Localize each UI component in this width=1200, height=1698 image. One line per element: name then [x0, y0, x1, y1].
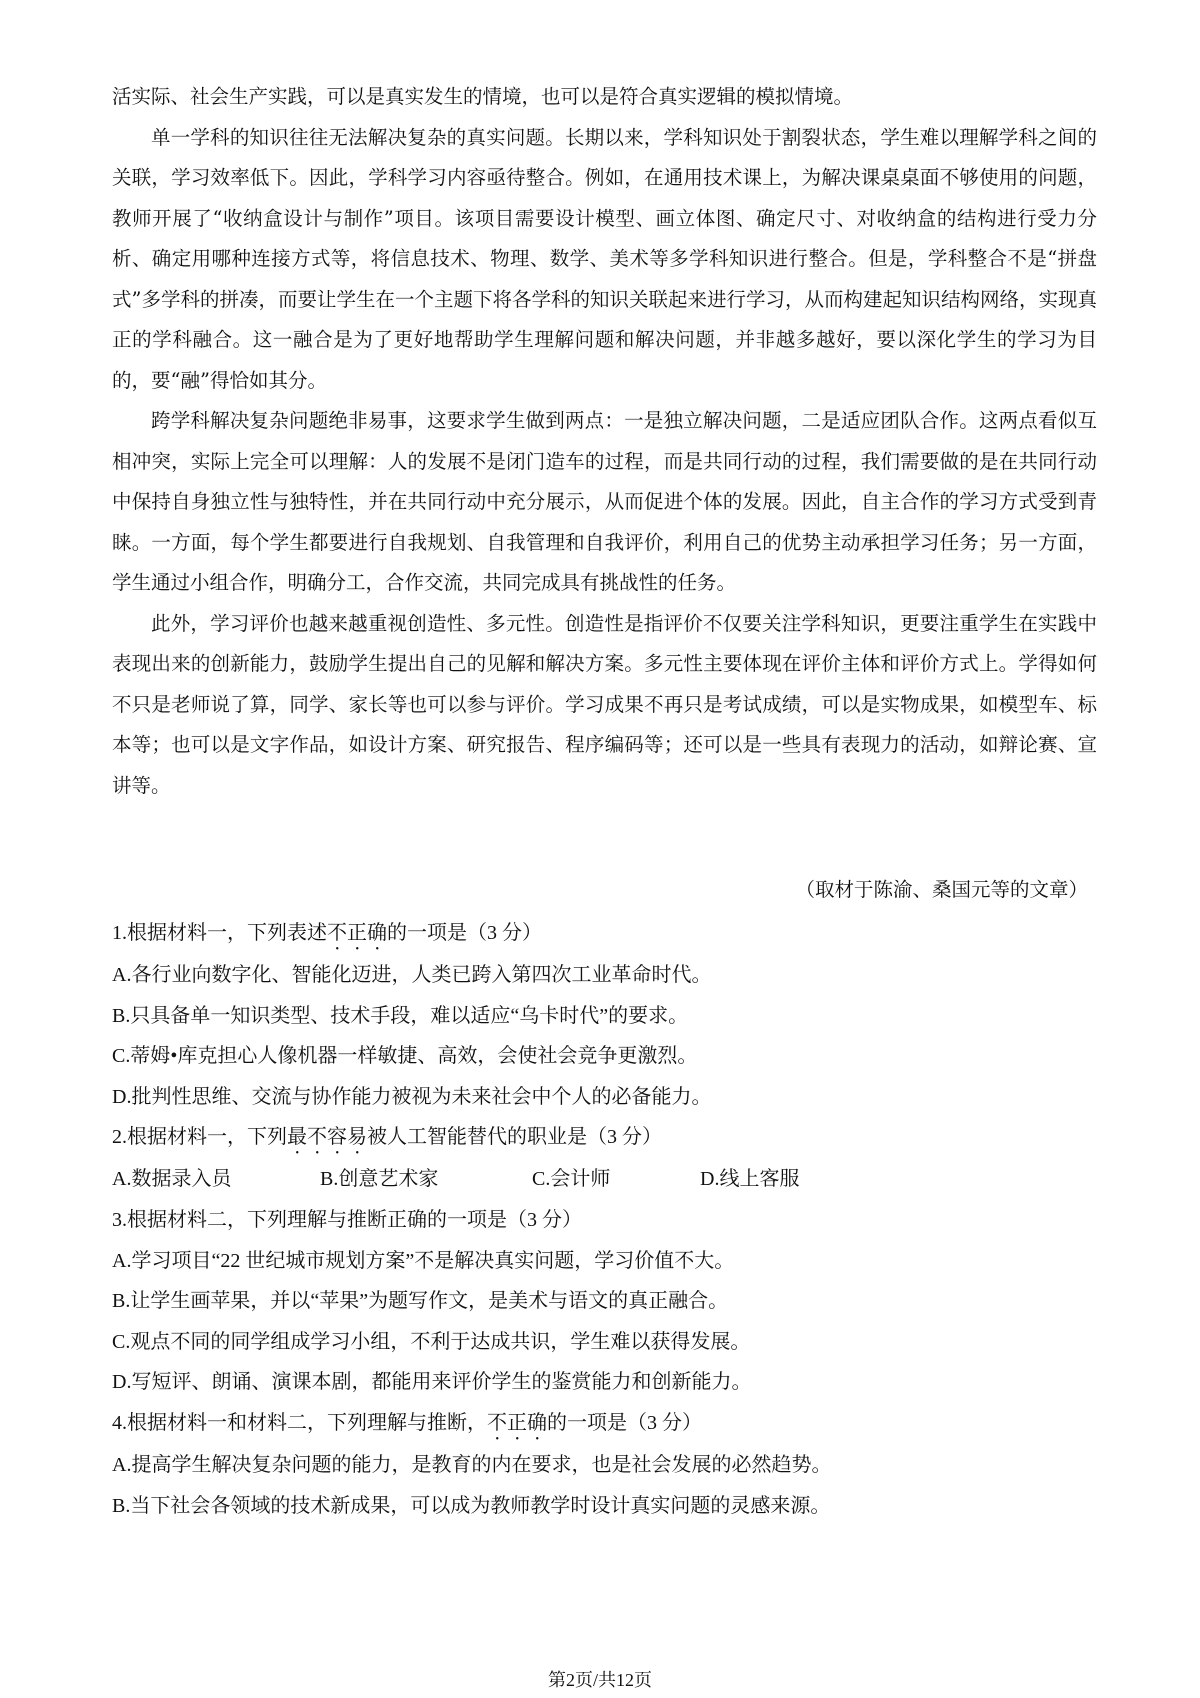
question-1-stem-text: 1.根据材料一，下列表述 — [112, 922, 327, 944]
article-paragraph-cooperation: 跨学科解决复杂问题绝非易事，这要求学生做到两点：一是独立解决问题，二是适应团队合作。这两点看似互相冲突，实际上完全可以理解：人的发展不是闭门造车的过程，而是共同行动的过程，我们需要做的是在共同行动中保持自身独立性与独特性，并在共同行动中充分展示，从而促进个体的发展。因此，自主合作的学习方式受到青睐。一方面，每个学生都要进行自我规划、自我管理和自我评价，利用自己的优势主动承担学习任务；另一方面，学生通过小组合作，明确分工，合作交流，共同完成具有挑战性的任务。 — [112, 409, 1097, 594]
page-number: 第2页/共12页 — [547, 1670, 652, 1690]
question-4-stem-tail: 的一项是（3 分） — [547, 1411, 702, 1434]
question-2-stem-tail: 被人工智能替代的职业是（3 分） — [367, 1126, 662, 1149]
question-3-option-d: D.写短评、朗诵、演课本剧，都能用来评价学生的鉴赏能力和创新能力。 — [112, 1371, 752, 1394]
question-2-option-c: C.会计师 — [532, 1168, 611, 1191]
article-body — [112, 77, 1097, 806]
question-1-option-c: C.蒂姆•库克担心人像机器一样敏捷、高效，会使社会竞争更激烈。 — [112, 1045, 698, 1068]
question-2-option-b: B.创意艺术家 — [320, 1168, 439, 1191]
question-2-stem-text: 2.根据材料一，下列 — [112, 1126, 287, 1149]
question-2-option-d: D.线上客服 — [700, 1168, 800, 1191]
question-4-option-a: A.提高学生解决复杂问题的能力，是教育的内在要求，也是社会发展的必然趋势。 — [112, 1453, 832, 1476]
source-citation: （取材于陈渝、桑国元等的文章） — [795, 878, 1088, 901]
article-paragraph-continued: 活实际、社会生产实践，可以是真实发生的情境，也可以是符合真实逻辑的模拟情境。 — [112, 85, 854, 108]
question-3-option-b: B.让学生画苹果，并以“苹果”为题写作文，是美术与语文的真正融合。 — [112, 1290, 729, 1313]
question-2-emphasis: 最不容易 — [287, 1126, 367, 1149]
question-2-option-a: A.数据录入员 — [112, 1168, 232, 1191]
article-paragraph-integration: 单一学科的知识往往无法解决复杂的真实问题。长期以来，学科知识处于割裂状态，学生难以理解学科之间的关联，学习效率低下。因此，学科学习内容亟待整合。例如，在通用技术课上，为解决课桌桌面不够使用的问题，教师开展了“收纳盒设计与制作”项目。该项目需要设计模型、画立体图、确定尺寸、对收纳盒的结构进行受力分析、确定用哪种连接方式等，将信息技术、物理、数学、美术等多学科知识进行整合。但是，学科整合不是“拼盘式”多学科的拼凑，而要让学生在一个主题下将各学科的知识关联起来进行学习，从而构建起知识结构网络，实现真正的学科融合。这一融合是为了更好地帮助学生理解问题和解决问题，并非越多越好，要以深化学生的学习为目的，要“融”得恰如其分。 — [112, 125, 1097, 392]
question-1-option-d: D.批判性思维、交流与协作能力被视为未来社会中个人的必备能力。 — [112, 1085, 712, 1108]
question-1-option-b: B.只具备单一知识类型、技术手段，难以适应“乌卡时代”的要求。 — [112, 1004, 689, 1027]
question-1-stem — [112, 913, 1097, 955]
question-4-option-b: B.当下社会各领域的技术新成果，可以成为教师教学时设计真实问题的灵感来源。 — [112, 1494, 831, 1517]
question-3-option-c: C.观点不同的同学组成学习小组，不利于达成共识，学生难以获得发展。 — [112, 1330, 751, 1353]
question-4-stem-text: 4.根据材料一和材料二，下列理解与推断， — [112, 1411, 487, 1434]
question-1-emphasis: 不正确 — [327, 922, 387, 944]
question-4-stem — [112, 1403, 1097, 1445]
article-paragraph-evaluation: 此外，学习评价也越来越重视创造性、多元性。创造性是指评价不仅要关注学科知识，更要注重学生在实践中表现出来的创新能力，鼓励学生提出自己的见解和解决方案。多元性主要体现在评价主体和评价方式上。学得如何不只是老师说了算，同学、家长等也可以参与评价。学习成果不再只是考试成绩，可以是实物成果，如模型车、标本等；也可以是文字作品，如设计方案、研究报告、程序编码等；还可以是一些具有表现力的活动，如辩论赛、宣讲等。 — [112, 611, 1097, 797]
question-4-emphasis: 不正确 — [487, 1411, 547, 1434]
question-2-options — [112, 1159, 1097, 1200]
question-3-option-a: A.学习项目“22 世纪城市规划方案”不是解决真实问题，学习价值不大。 — [112, 1249, 735, 1272]
question-1-option-a: A.各行业向数字化、智能化迈进，人类已跨入第四次工业革命时代。 — [112, 964, 712, 986]
question-2-stem — [112, 1117, 1097, 1159]
question-list — [112, 913, 1097, 1526]
question-1-stem-tail: 的一项是（3 分） — [387, 922, 542, 944]
question-3-stem: 3.根据材料二，下列理解与推断正确的一项是（3 分） — [112, 1208, 582, 1231]
